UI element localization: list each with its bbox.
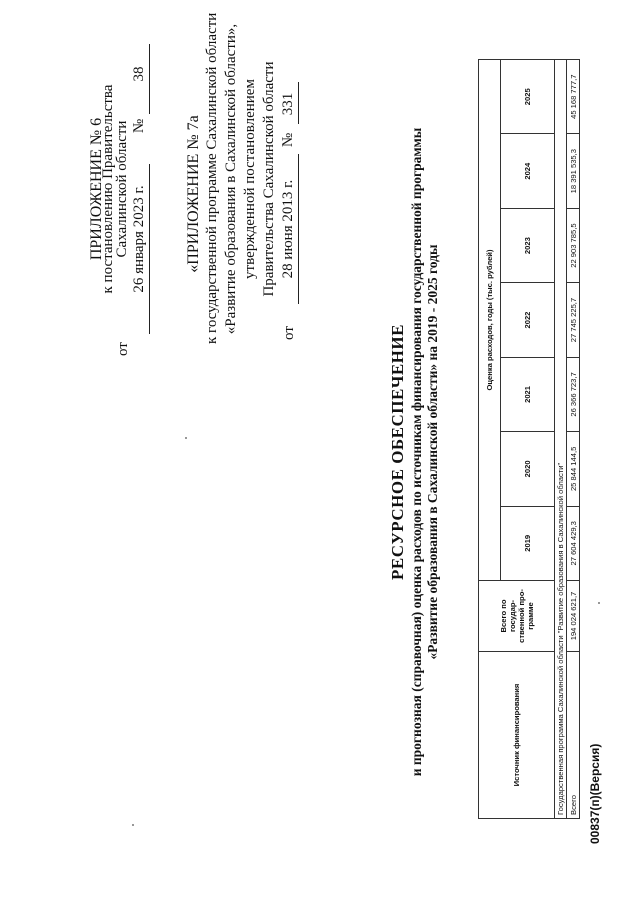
appendix-line-1: к постановлению Правительства <box>100 84 116 294</box>
header-year: 2023 <box>501 208 555 282</box>
appendix-date: 26 января 2023 г. <box>131 185 147 293</box>
program-row <box>555 60 567 819</box>
header-year: 2019 <box>501 506 555 580</box>
reference-number-label: № <box>280 132 296 148</box>
header-year: 2021 <box>501 357 555 431</box>
header-year: 2025 <box>501 60 555 134</box>
document-subtitle-2: «Развитие образования в Сахалинской области» на 2019 - 2025 годы <box>425 244 440 660</box>
row-value: 27 604 429,3 <box>567 506 580 580</box>
appendix-number-label: № <box>131 118 147 134</box>
scan-speck <box>185 437 187 439</box>
row-value: 45 168 777,7 <box>567 60 580 134</box>
document-title: РЕСУРСНОЕ ОБЕСПЕЧЕНИЕ <box>388 324 407 580</box>
appendix-number: 38 <box>131 66 147 82</box>
header-year: 2024 <box>501 134 555 208</box>
resource-table <box>478 59 580 819</box>
table-row <box>567 60 580 819</box>
reference-from-label: от <box>281 326 297 340</box>
header-year: 2022 <box>501 283 555 357</box>
document-subtitle-1: и прогнозная (справочная) оценка расходов по источникам финансирования государственной программы <box>409 127 424 777</box>
reference-line-3: утвержденной постановлением <box>242 79 258 279</box>
row-value: 27 745 225,7 <box>567 283 580 357</box>
appendix-date-underline <box>149 164 150 334</box>
header-group: Оценка расходов, годы (тыс. рублей) <box>479 60 501 581</box>
row-value: 22 903 785,5 <box>567 208 580 282</box>
reference-line-4: Правительства Сахалинской области <box>261 61 277 297</box>
footer-code: 00837(п)(Версия) <box>588 743 602 844</box>
table-header-row <box>479 60 501 819</box>
reference-number: 331 <box>280 92 296 116</box>
reference-date-underline <box>298 154 299 304</box>
row-value: 25 844 144,5 <box>567 432 580 506</box>
row-value: 26 366 723,7 <box>567 357 580 431</box>
header-total: Всего по государ-ственной про-грамме <box>479 581 555 652</box>
header-source: Источник финансирования <box>479 652 555 819</box>
appendix-number-underline <box>149 44 150 114</box>
reference-line-1: к государственной программе Сахалинской области <box>204 12 220 344</box>
scan-speck <box>598 602 600 604</box>
row-label: Всего <box>567 652 580 819</box>
row-total: 194 024 621,7 <box>567 581 580 652</box>
appendix-title: ПРИЛОЖЕНИЕ № 6 <box>88 117 105 261</box>
appendix-from-label: от <box>115 342 131 356</box>
program-row-label: Государственная программа Сахалинской области "Развитие образования в Сахалинской области" <box>555 60 567 819</box>
scan-speck <box>132 824 134 826</box>
reference-title: «ПРИЛОЖЕНИЕ № 7а <box>185 115 202 273</box>
header-year: 2020 <box>501 432 555 506</box>
reference-line-2: «Развитие образования в Сахалинской области», <box>223 23 239 335</box>
reference-number-underline <box>298 82 299 124</box>
appendix-line-2: Сахалинской области <box>114 120 130 258</box>
reference-date: 28 июня 2013 г. <box>280 179 296 279</box>
row-value: 18 391 535,3 <box>567 134 580 208</box>
